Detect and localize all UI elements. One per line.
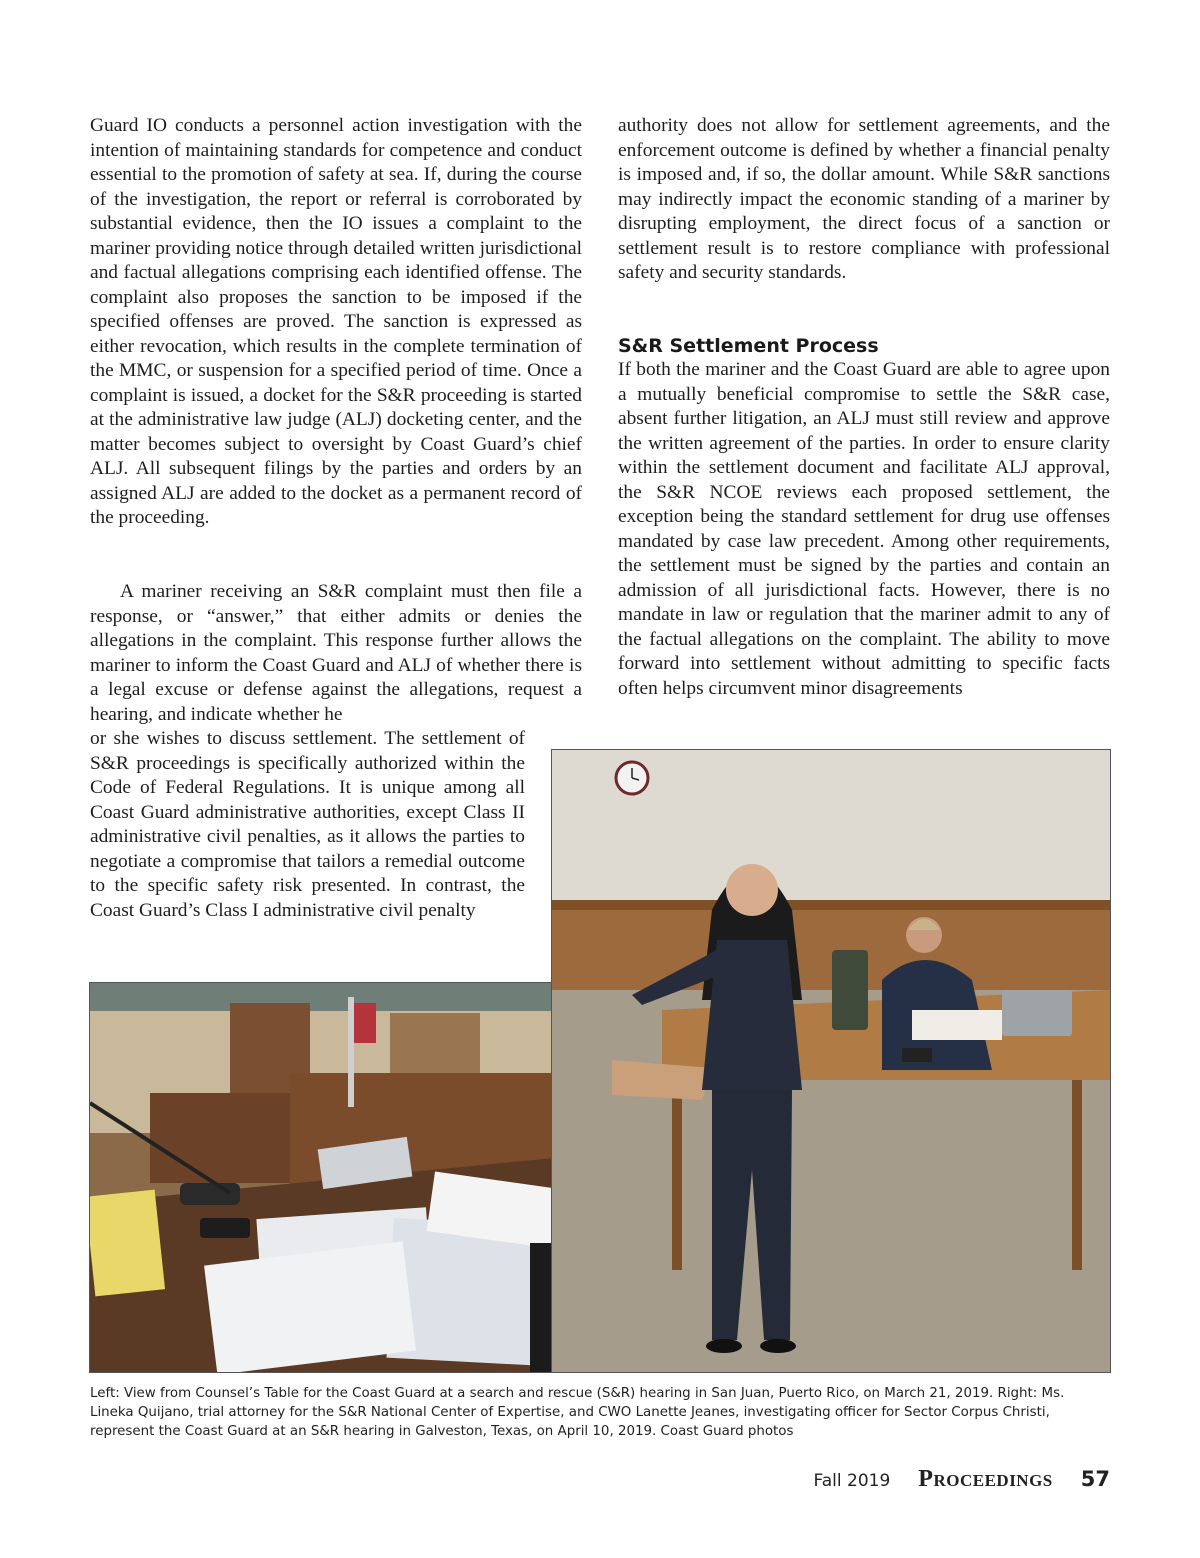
right-column-paragraph-1: authority does not allow for settlement agreements, and the enforcement outcome is defined by whether a financial penalty is imposed and, if so, the dollar amount. While S&R sanctions may indirectly impact the economic standing of a mariner by disrupting employment, the direct focus of a sanction or settlement result is to restore compliance with professional safety and security standards.	[618, 115, 1110, 283]
left-column-paragraph-2: A mariner receiving an S&R complaint must then file a response, or “answer,” that either admits or denies the allegations in the complaint. This response further allows the mariner to inform the Coast Guard and ALJ of whether there is a legal excuse or defense against the allegations, request a hearing, and indicate whether he	[90, 581, 582, 725]
hearing-room-illustration	[552, 750, 1110, 1372]
magazine-title: Proceedings	[918, 1466, 1053, 1492]
issue-date: Fall 2019	[813, 1471, 891, 1491]
section-heading: S&R Settlement Process	[618, 335, 879, 357]
photo-counsel-table	[89, 982, 607, 1373]
page-footer	[814, 1466, 1110, 1492]
page-number: 57	[1080, 1467, 1110, 1491]
photo-caption: Left: View from Counsel’s Table for the Coast Guard at a search and rescue (S&R) hearing in San Juan, Puerto Rico, on March 21, 2019. Right: Ms. Lineka Quijano, trial attorney for the S&R National Center of Expertise, and CWO Lanette Jeanes, investigating officer for Sector Corpus Christi, represent the Coast Guard at an S&R hearing in Galveston, Texas, on April 10, 2019. Coast Guard photos	[90, 1386, 1065, 1439]
right-column-paragraph-2: If both the mariner and the Coast Guard are able to agree upon a mutually beneficial compromise to settle the S&R case, absent further litigation, an ALJ must still review and approve the written agreement of the parties. In order to ensure clarity within the settlement document and facilitate ALJ approval, the S&R NCOE reviews each proposed settlement, the exception being the standard settlement for drug use offenses mandated by case law precedent. Among other requirements, the settlement must be signed by the parties and contain an admission of all jurisdictional facts. However, there is no mandate in law or regulation that the mariner admit to any of the factual allegations on the complaint. The ability to move forward into settlement without admitting to specific facts often helps circumvent minor disagreements	[618, 359, 1110, 699]
photo-hearing-room	[551, 749, 1111, 1373]
left-column-paragraph-3: or she wishes to discuss settlement. The settlement of S&R proceedings is specifically authorized within the Code of Federal Regulations. It is unique among all Coast Guard administrative authorities, except Class II administrative civil penalties, as it allows the parties to negotiate a compromise that tailors a remedial outcome to the specific safety risk presented. In contrast, the Coast Guard’s Class I administrative civil penalty	[90, 728, 525, 921]
counsel-table-illustration	[90, 983, 606, 1372]
left-column-paragraph-1: Guard IO conducts a personnel action investigation with the intention of maintaining standards for competence and conduct essential to the promotion of safety at sea. If, during the course of the investigation, the report or referral is corroborated by substantial evidence, then the IO issues a complaint to the mariner providing notice through detailed written jurisdictional and factual allegations comprising each identified offense. The complaint also proposes the sanction to be imposed if the specified offenses are proved. The sanction is expressed as either revocation, which results in the complete termination of the MMC, or suspension for a specified period of time. Once a complaint is issued, a docket for the S&R proceeding is started at the administrative law judge (ALJ) docketing center, and the matter becomes subject to oversight by Coast Guard’s chief ALJ. All subsequent filings by the parties and orders by an assigned ALJ are added to the docket as a permanent record of the proceeding.	[90, 115, 582, 528]
